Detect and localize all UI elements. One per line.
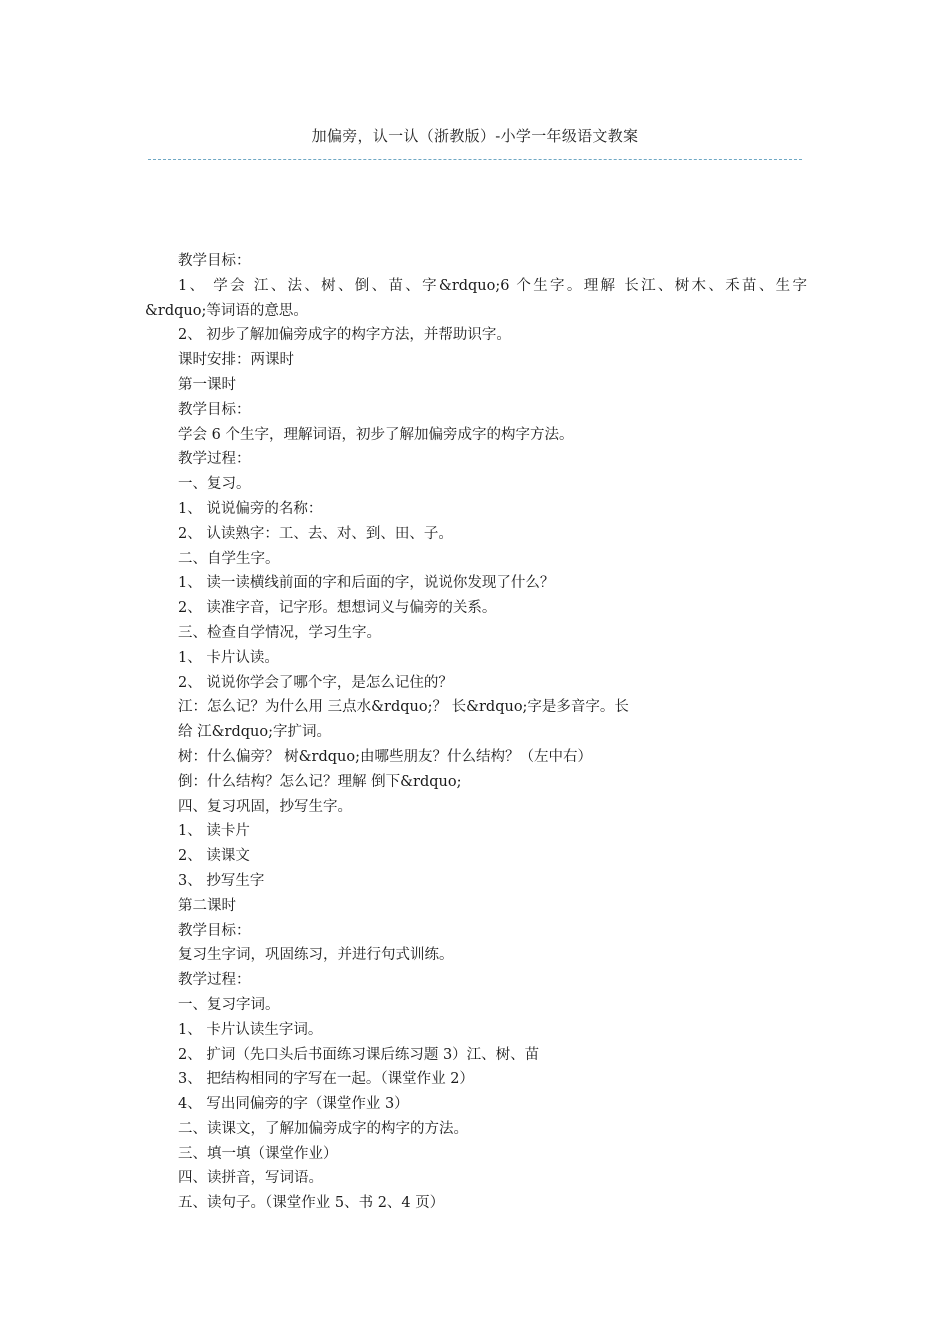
section-heading: 第二课时 [178,897,236,914]
document-body [145,249,807,1216]
text-line: 2、 认读熟字：工、去、对、到、田、子。 [178,525,453,542]
text-line: 二、读课文，了解加偏旁成字的构字的方法。 [178,1120,468,1137]
text-line: 教学目标： [178,401,251,418]
text-line: 1、 说说偏旁的名称： [178,500,323,517]
text-line: 复习生字词，巩固练习，并进行句式训练。 [178,947,454,964]
text-line: 1、 读卡片 [178,823,250,840]
text-line: 学会 6 个生字，理解词语，初步了解加偏旁成字的构字方法。 [178,426,574,443]
text-line: 教学目标： [178,922,251,939]
text-line: 2、 读准字音，记字形。想想词义与偏旁的关系。 [178,600,497,617]
text-line: 2、 读课文 [178,848,250,865]
text-line: 1、 卡片认读。 [178,649,279,666]
section-heading: 第一课时 [178,376,236,393]
text-line: 2、 初步了解加偏旁成字的构字方法，并帮助识字。 [178,327,511,344]
text-line: 三、填一填（课堂作业） [178,1145,338,1162]
text-line: 树：什么偏旁？ 树&rdquo;由哪些朋友？什么结构？（左中右） [178,748,592,765]
text-line: 一、复习。 [178,476,251,493]
document-title: 加偏旁，认一认（浙教版）-小学一年级语文教案 [311,127,639,145]
text-line: 2、 扩词（先口头后书面练习课后练习题 3）江、树、苗 [178,1046,540,1063]
text-line: 四、复习巩固，抄写生字。 [178,798,352,815]
text-line: 倒：什么结构？怎么记？理解 倒下&rdquo; [178,773,462,790]
text-line: 3、 抄写生字 [178,872,265,889]
text-line: 四、读拼音，写词语。 [178,1170,323,1187]
text-line: 1、 卡片认读生字词。 [178,1021,323,1038]
text-line: 五、读句子。（课堂作业 5、书 2、4 页） [178,1195,445,1212]
text-line: &rdquo;等词语的意思。 [145,302,308,319]
text-line: 3、 把结构相同的字写在一起。（课堂作业 2） [178,1071,474,1088]
text-line: 二、自学生字。 [178,550,280,567]
text-line: 三、检查自学情况，学习生字。 [178,624,381,641]
text-line: 4、 写出同偏旁的字（课堂作业 3） [178,1096,409,1113]
text-line: 1、 学会 江、法、树、倒、苗、字&rdquo;6 个生字。理解 长江、树木、禾苗、生字 [178,277,807,294]
text-line: 课时安排：两课时 [178,352,294,369]
text-line: 教学过程： [178,972,251,989]
text-paragraph [145,274,807,324]
text-line: 1、 读一读横线前面的字和后面的字，说说你发现了什么？ [178,575,555,592]
title-divider [148,159,802,160]
text-line: 给 江&rdquo;字扩词。 [178,724,331,741]
text-line: 2、 说说你学会了哪个字，是怎么记住的？ [178,674,453,691]
text-line: 江：怎么记？为什么用 三点水&rdquo;？ 长&rdquo;字是多音字。长 [178,699,629,716]
text-line: 教学过程： [178,451,251,468]
text-line: 教学目标： [178,253,251,269]
text-line: 一、复习字词。 [178,996,280,1013]
